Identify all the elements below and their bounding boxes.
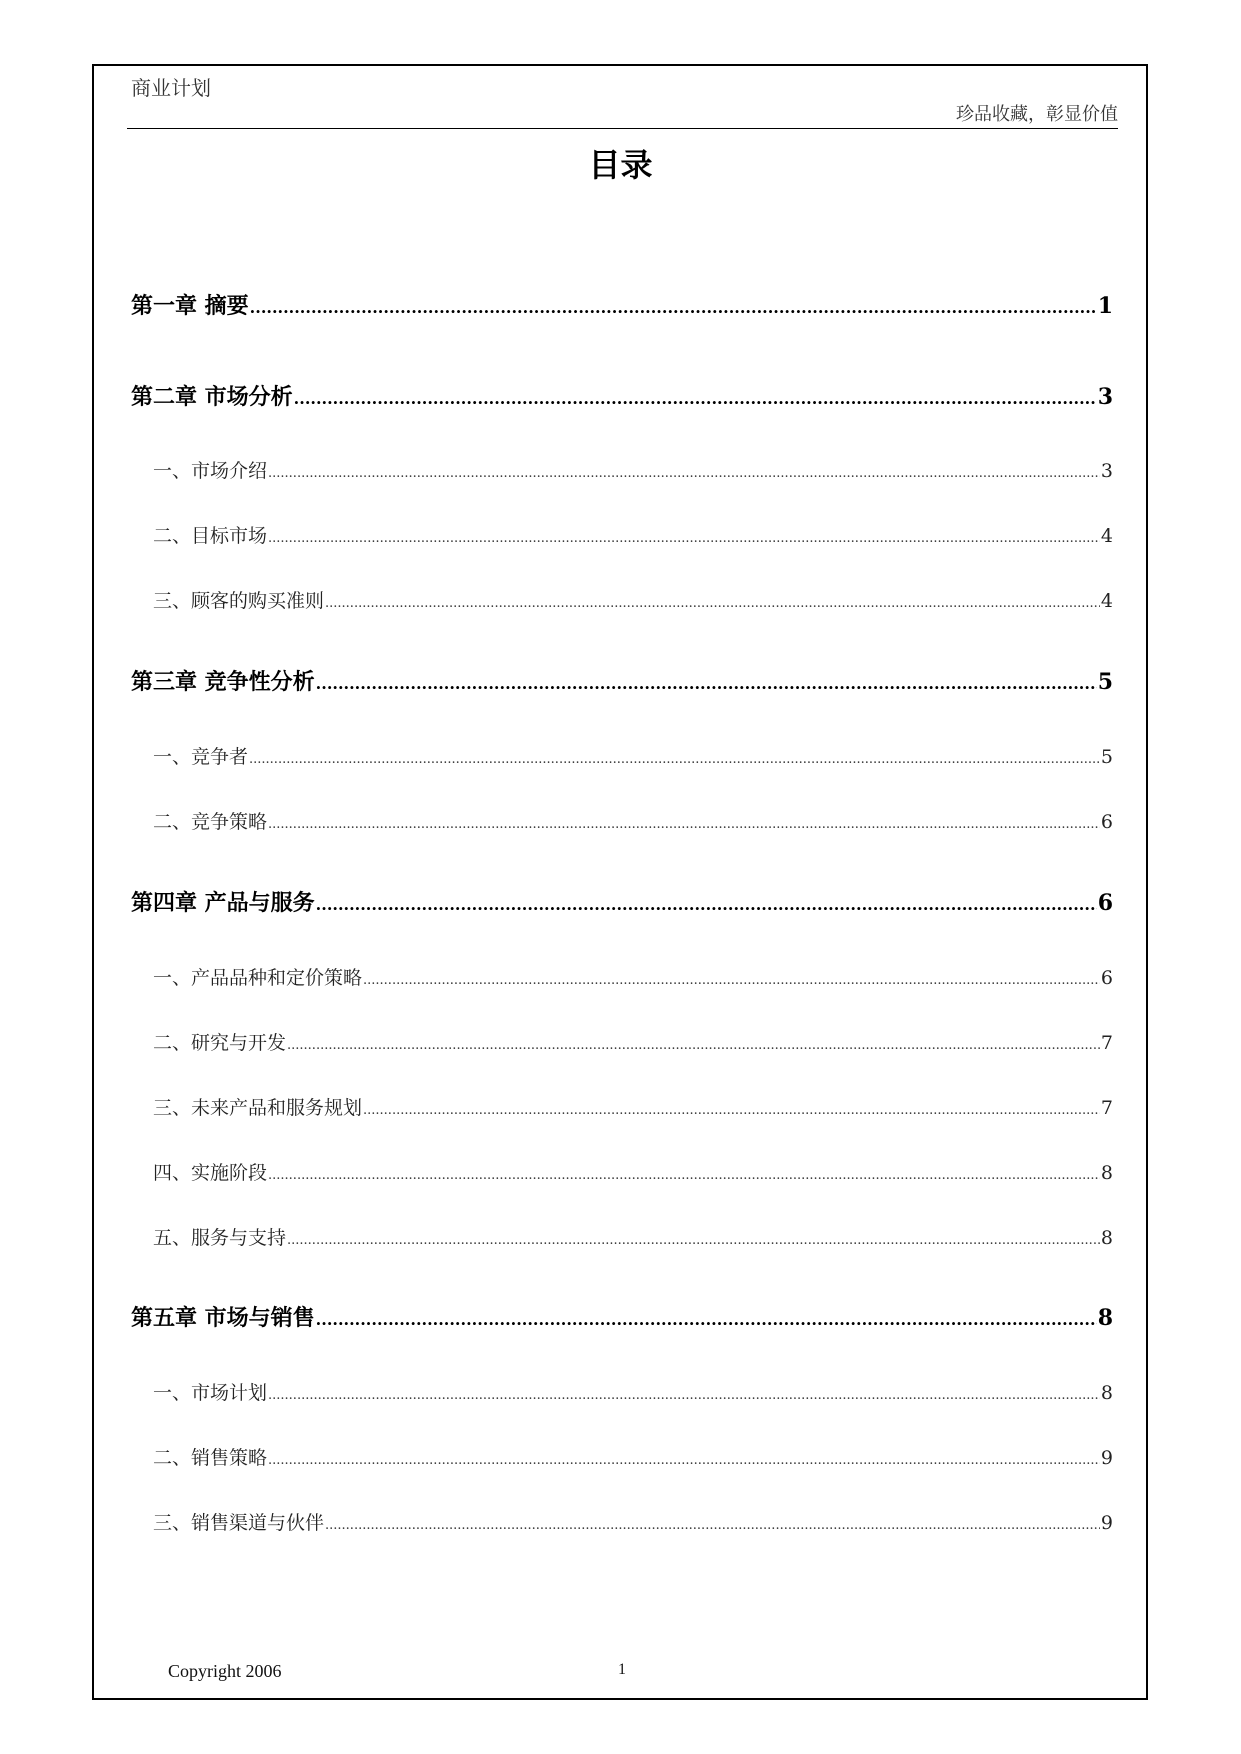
toc-leader-dots xyxy=(363,1103,1100,1118)
toc-page-number: 9 xyxy=(1100,1447,1113,1469)
toc-chapter-4[interactable] xyxy=(131,886,1113,920)
toc-entry-title: 一、竞争者 xyxy=(153,746,249,768)
toc-entry-title: 二、目标市场 xyxy=(153,525,268,547)
toc-page-number: 3 xyxy=(1100,460,1113,482)
toc-chapter-5[interactable] xyxy=(131,1301,1113,1335)
toc-entry-title: 第五章 市场与销售 xyxy=(131,1306,315,1331)
toc-page-number: 5 xyxy=(1097,669,1113,695)
toc-page-number: 1 xyxy=(1097,293,1113,319)
toc-entry-title: 第四章 产品与服务 xyxy=(131,891,315,916)
footer-page-number: 1 xyxy=(618,1661,626,1678)
toc-heading: 目录 xyxy=(588,146,653,184)
toc-page-number: 4 xyxy=(1100,525,1113,547)
toc-section-2-1[interactable] xyxy=(153,456,1113,490)
toc-page-number: 5 xyxy=(1100,746,1113,768)
toc-leader-dots xyxy=(325,1518,1100,1533)
toc-page-number: 6 xyxy=(1100,811,1113,833)
toc-entry-title: 第三章 竞争性分析 xyxy=(131,670,315,695)
toc-entry-title: 第二章 市场分析 xyxy=(131,385,293,410)
toc-section-2-3[interactable] xyxy=(153,586,1113,620)
toc-entry-title: 一、产品品种和定价策略 xyxy=(153,967,363,989)
toc-section-5-1[interactable] xyxy=(153,1378,1113,1412)
toc-section-4-4[interactable] xyxy=(153,1158,1113,1192)
toc-leader-dots xyxy=(268,1168,1100,1183)
toc-leader-dots xyxy=(249,752,1100,767)
toc-page-number: 9 xyxy=(1100,1512,1113,1534)
toc-entry-title: 三、销售渠道与伙伴 xyxy=(153,1512,325,1534)
toc-leader-dots xyxy=(316,1310,1097,1329)
toc-leader-dots xyxy=(287,1233,1100,1248)
toc-entry-title: 一、市场计划 xyxy=(153,1382,268,1404)
toc-section-4-1[interactable] xyxy=(153,963,1113,997)
toc-leader-dots xyxy=(325,596,1100,611)
toc-leader-dots xyxy=(363,973,1100,988)
toc-page-number: 6 xyxy=(1097,890,1113,916)
toc-page-number: 7 xyxy=(1100,1097,1113,1119)
toc-section-2-2[interactable] xyxy=(153,521,1113,555)
toc-entry-title: 第一章 摘要 xyxy=(131,294,249,319)
toc-entry-title: 五、服务与支持 xyxy=(153,1227,287,1249)
toc-entry-title: 三、顾客的购买准则 xyxy=(153,590,325,612)
toc-leader-dots xyxy=(250,298,1097,317)
toc-page-number: 8 xyxy=(1100,1382,1113,1404)
toc-section-4-2[interactable] xyxy=(153,1028,1113,1062)
toc-leader-dots xyxy=(268,1388,1100,1403)
toc-leader-dots xyxy=(268,531,1100,546)
toc-entry-title: 一、市场介绍 xyxy=(153,460,268,482)
toc-entry-title: 四、实施阶段 xyxy=(153,1162,268,1184)
toc-page-number: 7 xyxy=(1100,1032,1113,1054)
toc-section-5-2[interactable] xyxy=(153,1443,1113,1477)
toc-section-5-3[interactable] xyxy=(153,1508,1113,1542)
header-document-title: 商业计划 xyxy=(131,76,211,100)
toc-page-number: 3 xyxy=(1097,384,1113,410)
toc-page-number: 6 xyxy=(1100,967,1113,989)
toc-leader-dots xyxy=(316,674,1097,693)
toc-page-number: 8 xyxy=(1097,1305,1113,1331)
header-slogan: 珍品收藏，彰显价值 xyxy=(956,104,1118,125)
toc-entry-title: 二、研究与开发 xyxy=(153,1032,287,1054)
toc-leader-dots xyxy=(268,817,1100,832)
toc-chapter-2[interactable] xyxy=(131,380,1113,414)
toc-leader-dots xyxy=(287,1038,1100,1053)
toc-entry-title: 三、未来产品和服务规划 xyxy=(153,1097,363,1119)
toc-section-4-5[interactable] xyxy=(153,1223,1113,1257)
toc-leader-dots xyxy=(316,895,1097,914)
toc-section-4-3[interactable] xyxy=(153,1093,1113,1127)
toc-entry-title: 二、竞争策略 xyxy=(153,811,268,833)
toc-page-number: 8 xyxy=(1100,1227,1113,1249)
toc-page-number: 4 xyxy=(1100,590,1113,612)
toc-entry-title: 二、销售策略 xyxy=(153,1447,268,1469)
toc-chapter-3[interactable] xyxy=(131,665,1113,699)
toc-section-3-2[interactable] xyxy=(153,807,1113,841)
header-divider xyxy=(127,128,1118,129)
toc-leader-dots xyxy=(294,389,1097,408)
toc-leader-dots xyxy=(268,466,1100,481)
toc-chapter-1[interactable] xyxy=(131,289,1113,323)
toc-page-number: 8 xyxy=(1100,1162,1113,1184)
toc-section-3-1[interactable] xyxy=(153,742,1113,776)
footer-copyright: Copyright 2006 xyxy=(168,1661,282,1681)
toc-leader-dots xyxy=(268,1453,1100,1468)
